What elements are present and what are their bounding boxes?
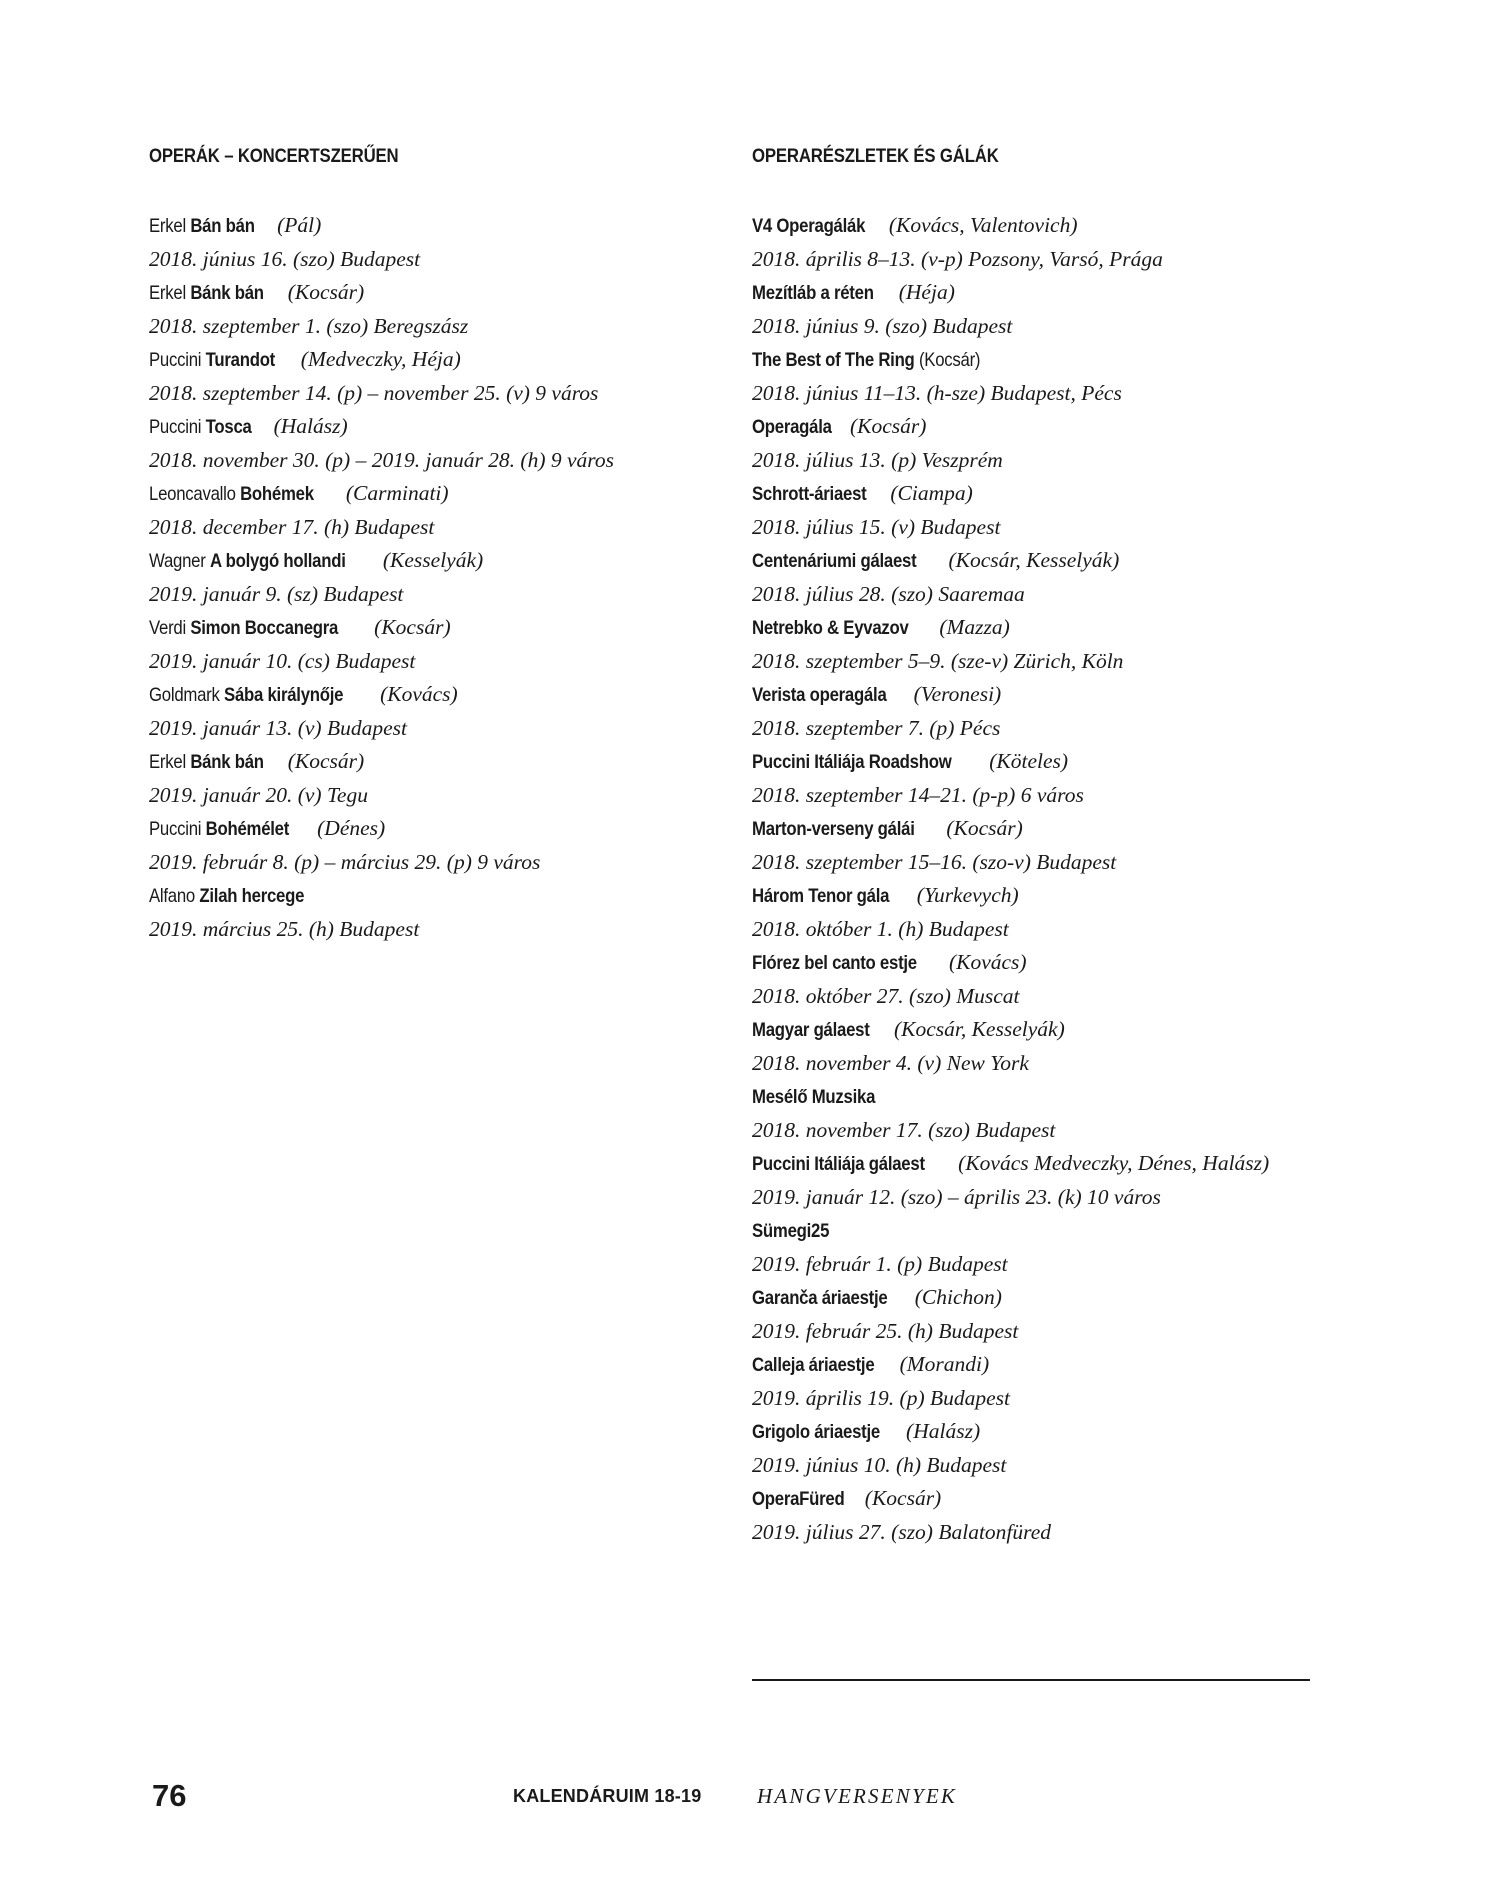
date-and-venue: 2019. június 10. (h) Budapest xyxy=(752,1452,1007,1477)
conductor-names: (Ciampa) xyxy=(890,481,973,505)
work-title: Zilah hercege xyxy=(199,885,305,907)
work-title: Netrebko & Eyvazov xyxy=(752,617,909,639)
date-and-venue: 2018. június 11–13. (h-sze) Budapest, Pécs xyxy=(752,380,1122,405)
entry-title-line xyxy=(752,678,1372,712)
entry-title-line xyxy=(752,343,1372,377)
date-and-venue: 2018. július 28. (szo) Saaremaa xyxy=(752,581,1025,606)
work-title: Verista operagála xyxy=(752,684,887,706)
date-and-venue: 2018. november 17. (szo) Budapest xyxy=(752,1117,1056,1142)
entry-title-group xyxy=(752,1148,925,1182)
entry-title-group xyxy=(149,679,343,713)
entry-title-line xyxy=(149,410,709,444)
concert-entry xyxy=(752,1214,1372,1281)
conductor-names: (Carminati) xyxy=(345,481,449,505)
work-title: Centenáriumi gálaest xyxy=(752,550,917,572)
work-title: Bán bán xyxy=(190,215,255,237)
entry-title-group xyxy=(149,478,314,512)
entry-title-line xyxy=(752,946,1372,980)
concert-entry xyxy=(752,946,1372,1013)
work-title: Bohémek xyxy=(240,483,314,505)
date-and-venue: 2019. március 25. (h) Budapest xyxy=(149,916,420,941)
concert-entry xyxy=(149,343,709,410)
concert-entry xyxy=(752,276,1372,343)
work-title: Calleja áriaestje xyxy=(752,1354,875,1376)
concert-entry xyxy=(752,410,1372,477)
concert-entry xyxy=(149,745,709,812)
entry-title-group xyxy=(752,545,916,579)
entry-title-group xyxy=(752,1014,870,1048)
entry-title-group xyxy=(752,1349,874,1383)
concert-entry xyxy=(149,678,709,745)
entry-title-line xyxy=(752,1080,1372,1114)
publication-title: KALENDÁRUIM 18-19 xyxy=(513,1786,702,1806)
entry-title-line xyxy=(752,1147,1372,1181)
conductor-names: (Medveczky, Héja) xyxy=(300,347,461,371)
entry-title-line xyxy=(752,410,1372,444)
work-title: Puccini Itáliája gálaest xyxy=(752,1153,925,1175)
date-and-venue: 2018. szeptember 14–21. (p-p) 6 város xyxy=(752,782,1084,807)
date-and-venue: 2018. november 30. (p) – 2019. január 28. (h) 9 város xyxy=(149,447,614,472)
entry-title-line xyxy=(149,879,709,913)
date-and-venue: 2019. január 20. (v) Tegu xyxy=(149,782,368,807)
work-title: Garanča áriaestje xyxy=(752,1287,888,1309)
entry-title-line xyxy=(752,879,1372,913)
entry-title-group xyxy=(149,277,264,311)
conductor-names: (Morandi) xyxy=(899,1352,990,1376)
concert-entry xyxy=(752,477,1372,544)
composer-name: Alfano xyxy=(149,885,196,907)
entry-title-line xyxy=(752,812,1372,846)
conductor-names: (Köteles) xyxy=(989,749,1069,773)
conductor-names: (Kocsár) xyxy=(374,615,451,639)
concert-entry xyxy=(752,1147,1372,1214)
work-title: Tosca xyxy=(205,416,252,438)
date-and-venue: 2019. február 1. (p) Budapest xyxy=(752,1251,1008,1276)
concert-entry xyxy=(149,276,709,343)
entry-title-line xyxy=(149,276,709,310)
date-and-venue: 2018. október 27. (szo) Muscat xyxy=(752,983,1020,1008)
concert-entry xyxy=(149,477,709,544)
concert-entry xyxy=(149,544,709,611)
concert-entry xyxy=(752,745,1372,812)
conductor-names: (Halász) xyxy=(906,1419,981,1443)
work-title: Sümegi25 xyxy=(752,1220,830,1242)
conductor-names: (Dénes) xyxy=(317,816,386,840)
entry-title-group xyxy=(149,545,346,579)
date-and-venue: 2019. január 13. (v) Budapest xyxy=(149,715,407,740)
entry-title-line xyxy=(752,1415,1372,1449)
conductor-names: (Kesselyák) xyxy=(382,548,484,572)
footnote-divider xyxy=(752,1679,1310,1681)
work-title: Mezítláb a réten xyxy=(752,282,874,304)
concert-entry xyxy=(149,611,709,678)
concert-entry xyxy=(752,678,1372,745)
section-heading-operas: OPERÁK – KONCERTSZERŰEN xyxy=(149,145,399,167)
work-title: Bohémélet xyxy=(205,818,290,840)
entry-title-group xyxy=(752,277,874,311)
entry-title-group xyxy=(752,210,865,244)
conductor-names: (Kovács, Valentovich) xyxy=(888,213,1078,237)
entry-title-group xyxy=(149,612,338,646)
concert-entry xyxy=(752,209,1372,276)
entry-title-group xyxy=(149,210,255,244)
date-and-venue: 2019. július 27. (szo) Balatonfüred xyxy=(752,1519,1052,1544)
composer-name: Verdi xyxy=(149,617,186,639)
entry-title-group xyxy=(752,880,889,914)
composer-name: Puccini xyxy=(149,416,202,438)
entry-title-line xyxy=(149,544,709,578)
gala-list xyxy=(752,209,1372,1549)
work-title: Három Tenor gála xyxy=(752,885,890,907)
concert-entry xyxy=(149,209,709,276)
conductor-names: (Pál) xyxy=(277,213,322,237)
composer-name: Erkel xyxy=(149,282,186,304)
entry-title-group xyxy=(752,344,980,378)
entry-title-line xyxy=(149,611,709,645)
date-and-venue: 2018. szeptember 1. (szo) Beregszász xyxy=(149,313,469,338)
date-and-venue: 2018. április 8–13. (v-p) Pozsony, Varsó, Prága xyxy=(752,246,1163,271)
date-and-venue: 2019. január 10. (cs) Budapest xyxy=(149,648,416,673)
entry-title-group xyxy=(149,411,252,445)
composer-name: Puccini xyxy=(149,349,202,371)
date-and-venue: 2018. október 1. (h) Budapest xyxy=(752,916,1009,941)
conductor-names: (Kocsár) xyxy=(864,1486,942,1510)
work-title: Flórez bel canto estje xyxy=(752,952,917,974)
conductor-names: (Héja) xyxy=(898,280,955,304)
concert-entry xyxy=(752,1080,1372,1147)
conductor-names: (Mazza) xyxy=(939,615,1010,639)
entry-title-line xyxy=(149,812,709,846)
concert-entry xyxy=(752,1482,1372,1549)
conductor-names: (Yurkevych) xyxy=(916,883,1019,907)
date-and-venue: 2018. június 16. (szo) Budapest xyxy=(149,246,421,271)
entry-title-line xyxy=(752,544,1372,578)
date-and-venue: 2018. szeptember 14. (p) – november 25. (v) 9 város xyxy=(149,380,599,405)
conductor-names: (Veronesi) xyxy=(913,682,1002,706)
work-title: Bánk bán xyxy=(190,751,264,773)
work-title: A bolygó hollandi xyxy=(209,550,346,572)
concert-entry xyxy=(149,879,709,946)
conductor-names: (Kocsár, Kesselyák) xyxy=(948,548,1120,572)
composer-name: Erkel xyxy=(149,215,186,237)
work-title: OperaFüred xyxy=(752,1488,845,1510)
conductor-names: (Chichon) xyxy=(914,1285,1002,1309)
conductor-names: (Kocsár, Kesselyák) xyxy=(893,1017,1065,1041)
date-and-venue: 2018. november 4. (v) New York xyxy=(752,1050,1029,1075)
work-title: The Best of The Ring xyxy=(752,349,915,371)
work-title: Bánk bán xyxy=(190,282,264,304)
composer-name: Puccini xyxy=(149,818,202,840)
date-and-venue: 2018. december 17. (h) Budapest xyxy=(149,514,435,539)
entry-title-line xyxy=(752,1348,1372,1382)
entry-title-group xyxy=(752,1282,887,1316)
entry-title-group xyxy=(752,478,866,512)
date-and-venue: 2018. július 15. (v) Budapest xyxy=(752,514,1001,539)
work-title: Sába királynője xyxy=(224,684,344,706)
entry-title-line xyxy=(752,276,1372,310)
concert-entry xyxy=(752,812,1372,879)
date-and-venue: 2019. január 12. (szo) – április 23. (k) 10 város xyxy=(752,1184,1161,1209)
conductor-names: (Kocsár) xyxy=(287,280,365,304)
work-title: Marton-verseny gálái xyxy=(752,818,915,840)
conductor-names: (Kocsár) xyxy=(849,414,927,438)
entry-title-line xyxy=(149,477,709,511)
concert-entry xyxy=(752,544,1372,611)
conductor-names: (Kocsár) xyxy=(946,816,1023,840)
composer-name: Goldmark xyxy=(149,684,220,706)
concert-entry xyxy=(752,1415,1372,1482)
date-and-venue: 2019. február 8. (p) – március 29. (p) 9 város xyxy=(149,849,541,874)
work-title: Puccini Itáliája Roadshow xyxy=(752,751,952,773)
concert-entry xyxy=(149,812,709,879)
work-title: Operagála xyxy=(752,416,832,438)
work-title: Magyar gálaest xyxy=(752,1019,870,1041)
entry-title-line xyxy=(752,1013,1372,1047)
conductor-names: (Kocsár) xyxy=(918,349,981,371)
concert-entry xyxy=(752,1281,1372,1348)
entry-title-group xyxy=(752,1483,844,1517)
composer-name: Leoncavallo xyxy=(149,483,236,505)
work-title: Grigolo áriaestje xyxy=(752,1421,880,1443)
entry-title-group xyxy=(752,813,915,847)
date-and-venue: 2019. február 25. (h) Budapest xyxy=(752,1318,1019,1343)
concert-entry xyxy=(752,879,1372,946)
entry-title-group xyxy=(149,880,304,914)
conductor-names: (Kocsár) xyxy=(287,749,365,773)
entry-title-group xyxy=(149,746,264,780)
entry-title-group xyxy=(149,813,289,847)
section-title: HANGVERSENYEK xyxy=(757,1784,958,1808)
entry-title-line xyxy=(752,1482,1372,1516)
entry-title-group xyxy=(752,679,887,713)
work-title: Schrott-áriaest xyxy=(752,483,867,505)
entry-title-line xyxy=(752,209,1372,243)
date-and-venue: 2018. szeptember 5–9. (sze-v) Zürich, Köln xyxy=(752,648,1124,673)
entry-title-line xyxy=(149,678,709,712)
work-title: V4 Operagálák xyxy=(752,215,866,237)
work-title: Turandot xyxy=(205,349,276,371)
date-and-venue: 2018. július 13. (p) Veszprém xyxy=(752,447,1003,472)
composer-name: Wagner xyxy=(149,550,206,572)
section-heading-galas: OPERARÉSZLETEK ÉS GÁLÁK xyxy=(752,145,999,167)
page-number: 76 xyxy=(152,1778,187,1813)
conductor-names: (Kovács Medveczky, Dénes, Halász) xyxy=(958,1151,1270,1175)
concert-entry xyxy=(752,343,1372,410)
concert-entry xyxy=(149,410,709,477)
concert-entry xyxy=(752,1348,1372,1415)
date-and-venue: 2018. szeptember 15–16. (szo-v) Budapest xyxy=(752,849,1117,874)
entry-title-line xyxy=(149,209,709,243)
entry-title-group xyxy=(752,1081,875,1115)
date-and-venue: 2018. június 9. (szo) Budapest xyxy=(752,313,1013,338)
date-and-venue: 2018. szeptember 7. (p) Pécs xyxy=(752,715,1001,740)
conductor-names: (Kovács) xyxy=(948,950,1027,974)
entry-title-line xyxy=(149,745,709,779)
work-title: Simon Boccanegra xyxy=(190,617,339,639)
right-column xyxy=(752,142,1372,1549)
entry-title-line xyxy=(752,611,1372,645)
composer-name: Erkel xyxy=(149,751,186,773)
conductor-names: (Kovács) xyxy=(380,682,458,706)
entry-title-group xyxy=(149,344,275,378)
conductor-names: (Halász) xyxy=(273,414,348,438)
entry-title-line xyxy=(752,1281,1372,1315)
entry-title-line xyxy=(752,1214,1372,1248)
concert-entry xyxy=(752,1013,1372,1080)
entry-title-line xyxy=(752,745,1372,779)
concert-entry xyxy=(752,611,1372,678)
entry-title-line xyxy=(752,477,1372,511)
date-and-venue: 2019. január 9. (sz) Budapest xyxy=(149,581,404,606)
entry-title-group xyxy=(752,1416,880,1450)
entry-title-group xyxy=(752,947,917,981)
work-title: Mesélő Muzsika xyxy=(752,1086,876,1108)
entry-title-group xyxy=(752,411,832,445)
opera-list xyxy=(149,209,709,946)
left-column xyxy=(149,142,709,946)
entry-title-group xyxy=(752,612,909,646)
entry-title-group xyxy=(752,746,952,780)
entry-title-line xyxy=(149,343,709,377)
entry-title-group xyxy=(752,1215,829,1249)
date-and-venue: 2019. április 19. (p) Budapest xyxy=(752,1385,1010,1410)
